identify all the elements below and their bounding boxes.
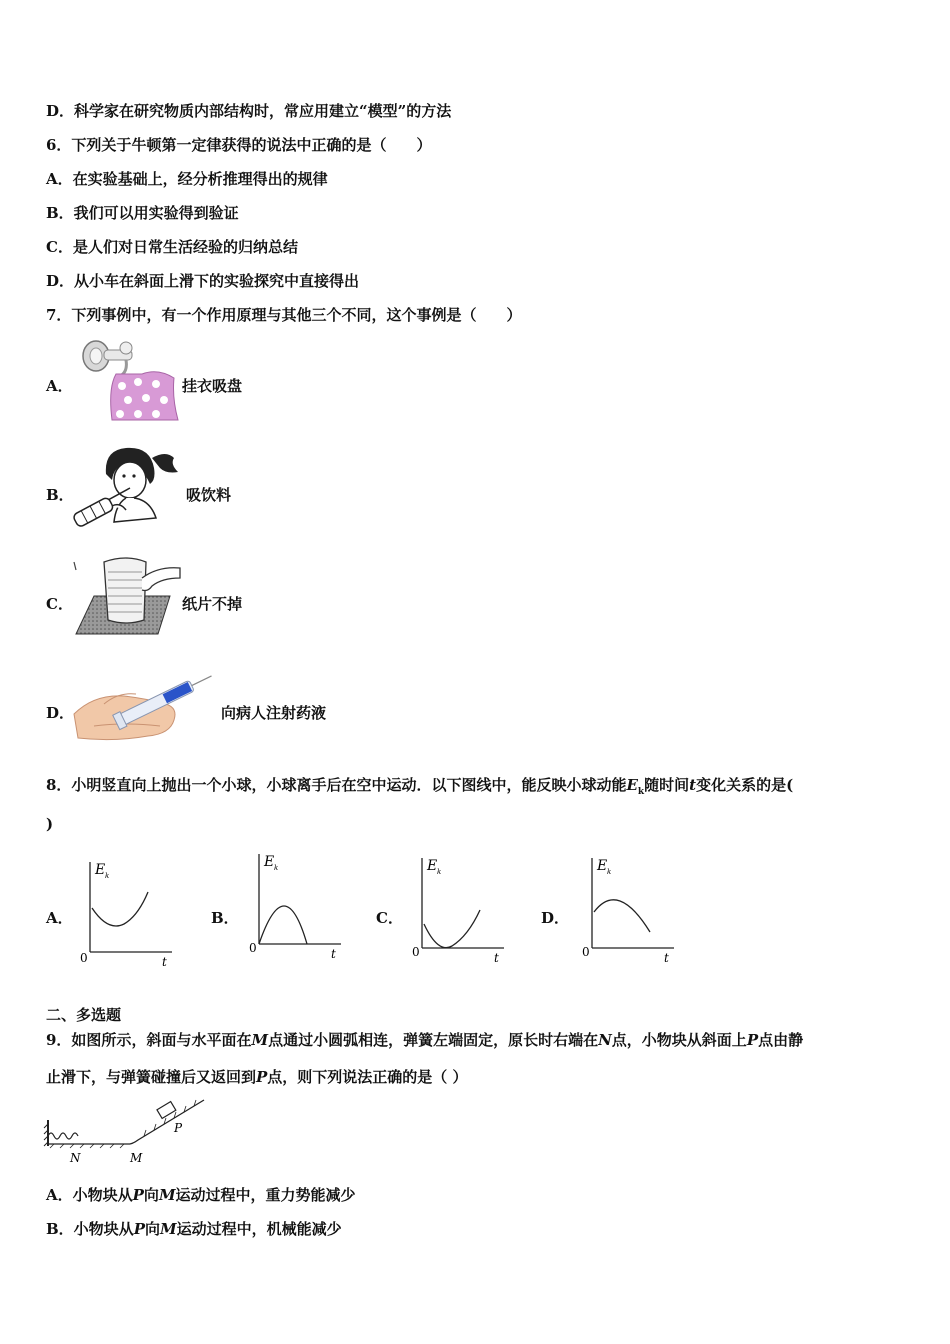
q7-option-c-letter: C． [46,595,73,613]
q8-stem-line2: ) [46,815,54,833]
q8-ek-symbol: E [626,776,638,794]
q6-option-c: C．是人们对日常生活经验的归纳总结 [46,238,298,256]
section-title: 二、多选题 [46,1006,122,1024]
q7-option-c-caption: 纸片不掉 [182,595,243,613]
q8-graph-b-origin: 0 [249,941,257,955]
q9-stem-1c: 点，小物块从斜面上 [611,1031,747,1049]
q9-stem-1a: 9．如图所示，斜面与水平面在 [46,1031,252,1049]
q9-stem-line1 [46,1030,803,1050]
q9-b-2: 向 [144,1220,160,1238]
q8-graph-a-ylabel: E [95,862,106,878]
q8-graph-d-ylabel: E [597,858,608,874]
q9-stem-1d: 点由静 [758,1031,804,1049]
q9-b-1: B．小物块从 [46,1220,134,1238]
q8-graph-d-curve [594,900,650,932]
block-icon [157,1102,176,1119]
q7-option-a-letter: A． [46,377,73,395]
q9-b-P: P [133,1220,145,1238]
q9-stem-2b: 点，则下列说法正确的是（ ） [267,1068,468,1086]
q7-option-b-caption: 吸饮料 [186,486,232,504]
q8-graph-a-xlabel: t [162,955,167,969]
q8-stem-line1 [46,775,793,802]
spring-icon [48,1133,78,1139]
q9-option-a [46,1185,356,1205]
q9-a-P: P [132,1186,144,1204]
q9-figure-label-M: M [130,1151,143,1165]
q9-incline-spring-figure [44,1096,210,1166]
q9-b-M: M [159,1220,177,1238]
q9-stem-N: N [598,1031,612,1049]
q6-stem: 6．下列关于牛顿第一定律获得的说法中正确的是（ ） [46,136,432,154]
q9-stem-line2 [46,1067,468,1087]
q9-a-3: 运动过程中，重力势能减少 [175,1186,356,1204]
paper-cup-illustration [72,556,184,640]
q8-graph-b-ylabel: E [264,854,275,870]
q9-option-b [46,1219,342,1239]
q8-graph-c-origin: 0 [412,945,420,959]
q8-graph-a [76,852,176,972]
q7-option-d-caption: 向病人注射药液 [221,704,327,722]
q7-option-b-letter: B． [46,486,74,504]
q8-graph-b-letter: B． [211,909,239,927]
q7-option-d-letter: D． [46,704,75,722]
q9-figure-label-P: P [174,1121,183,1135]
q8-graph-d [578,850,678,970]
q9-stem-1b: 点通过小圆弧相连，弹簧左端固定，原长时右端在 [268,1031,599,1049]
q8-t-symbol: t [689,776,697,794]
q8-stem-mid: 随时间 [644,776,690,794]
q8-graph-c-curve [424,910,480,948]
q9-stem-2a: 止滑下，与弹簧碰撞后又返回到 [46,1068,257,1086]
q9-figure-label-N: N [70,1151,81,1165]
girl-drinking-illustration [74,444,186,532]
q8-graph-c [408,850,508,970]
q9-stem-P2: P [256,1068,268,1086]
q8-graph-c-xlabel: t [494,951,499,965]
q8-graph-a-ysub: k [105,872,110,880]
syringe-illustration [74,664,220,744]
q8-graph-c-ysub: k [437,868,442,876]
q8-ek-subscript: k [637,787,645,797]
q9-a-2: 向 [143,1186,159,1204]
q8-stem-text: 8．小明竖直向上抛出一个小球，小球离手后在空中运动．以下图线中，能反映小球动能 [46,776,627,794]
q8-stem-end: 变化关系的是( [696,776,794,794]
q8-graph-d-ysub: k [607,868,612,876]
q8-graph-b-ysub: k [274,864,279,872]
q8-graph-a-curve [92,892,148,926]
q5-option-d: D．科学家在研究物质内部结构时，常应用建立“模型”的方法 [46,102,452,120]
q8-graph-a-origin: 0 [80,951,88,965]
q9-b-3: 运动过程中，机械能减少 [176,1220,342,1238]
q6-option-a: A．在实验基础上，经分析推理得出的规律 [46,170,328,188]
q8-graph-b-xlabel: t [331,947,336,961]
q9-a-1: A．小物块从 [46,1186,133,1204]
q8-graph-b [245,848,345,968]
q8-graph-a-letter: A． [46,909,73,927]
suction-hook-illustration [78,338,184,422]
q8-graph-c-letter: C． [376,909,403,927]
q8-graph-b-curve [259,906,307,944]
q7-option-a-caption: 挂衣吸盘 [182,377,243,395]
q6-option-d: D．从小车在斜面上滑下的实验探究中直接得出 [46,272,360,290]
q9-stem-M: M [251,1031,269,1049]
q8-graph-c-ylabel: E [427,858,438,874]
q6-option-b: B．我们可以用实验得到验证 [46,204,239,222]
q9-stem-P: P [746,1031,759,1049]
q7-stem: 7．下列事例中，有一个作用原理与其他三个不同，这个事例是（ ） [46,306,522,324]
q8-graph-d-xlabel: t [664,951,669,965]
q8-graph-d-letter: D． [541,909,570,927]
q8-graph-d-origin: 0 [582,945,590,959]
q9-a-M: M [158,1186,176,1204]
